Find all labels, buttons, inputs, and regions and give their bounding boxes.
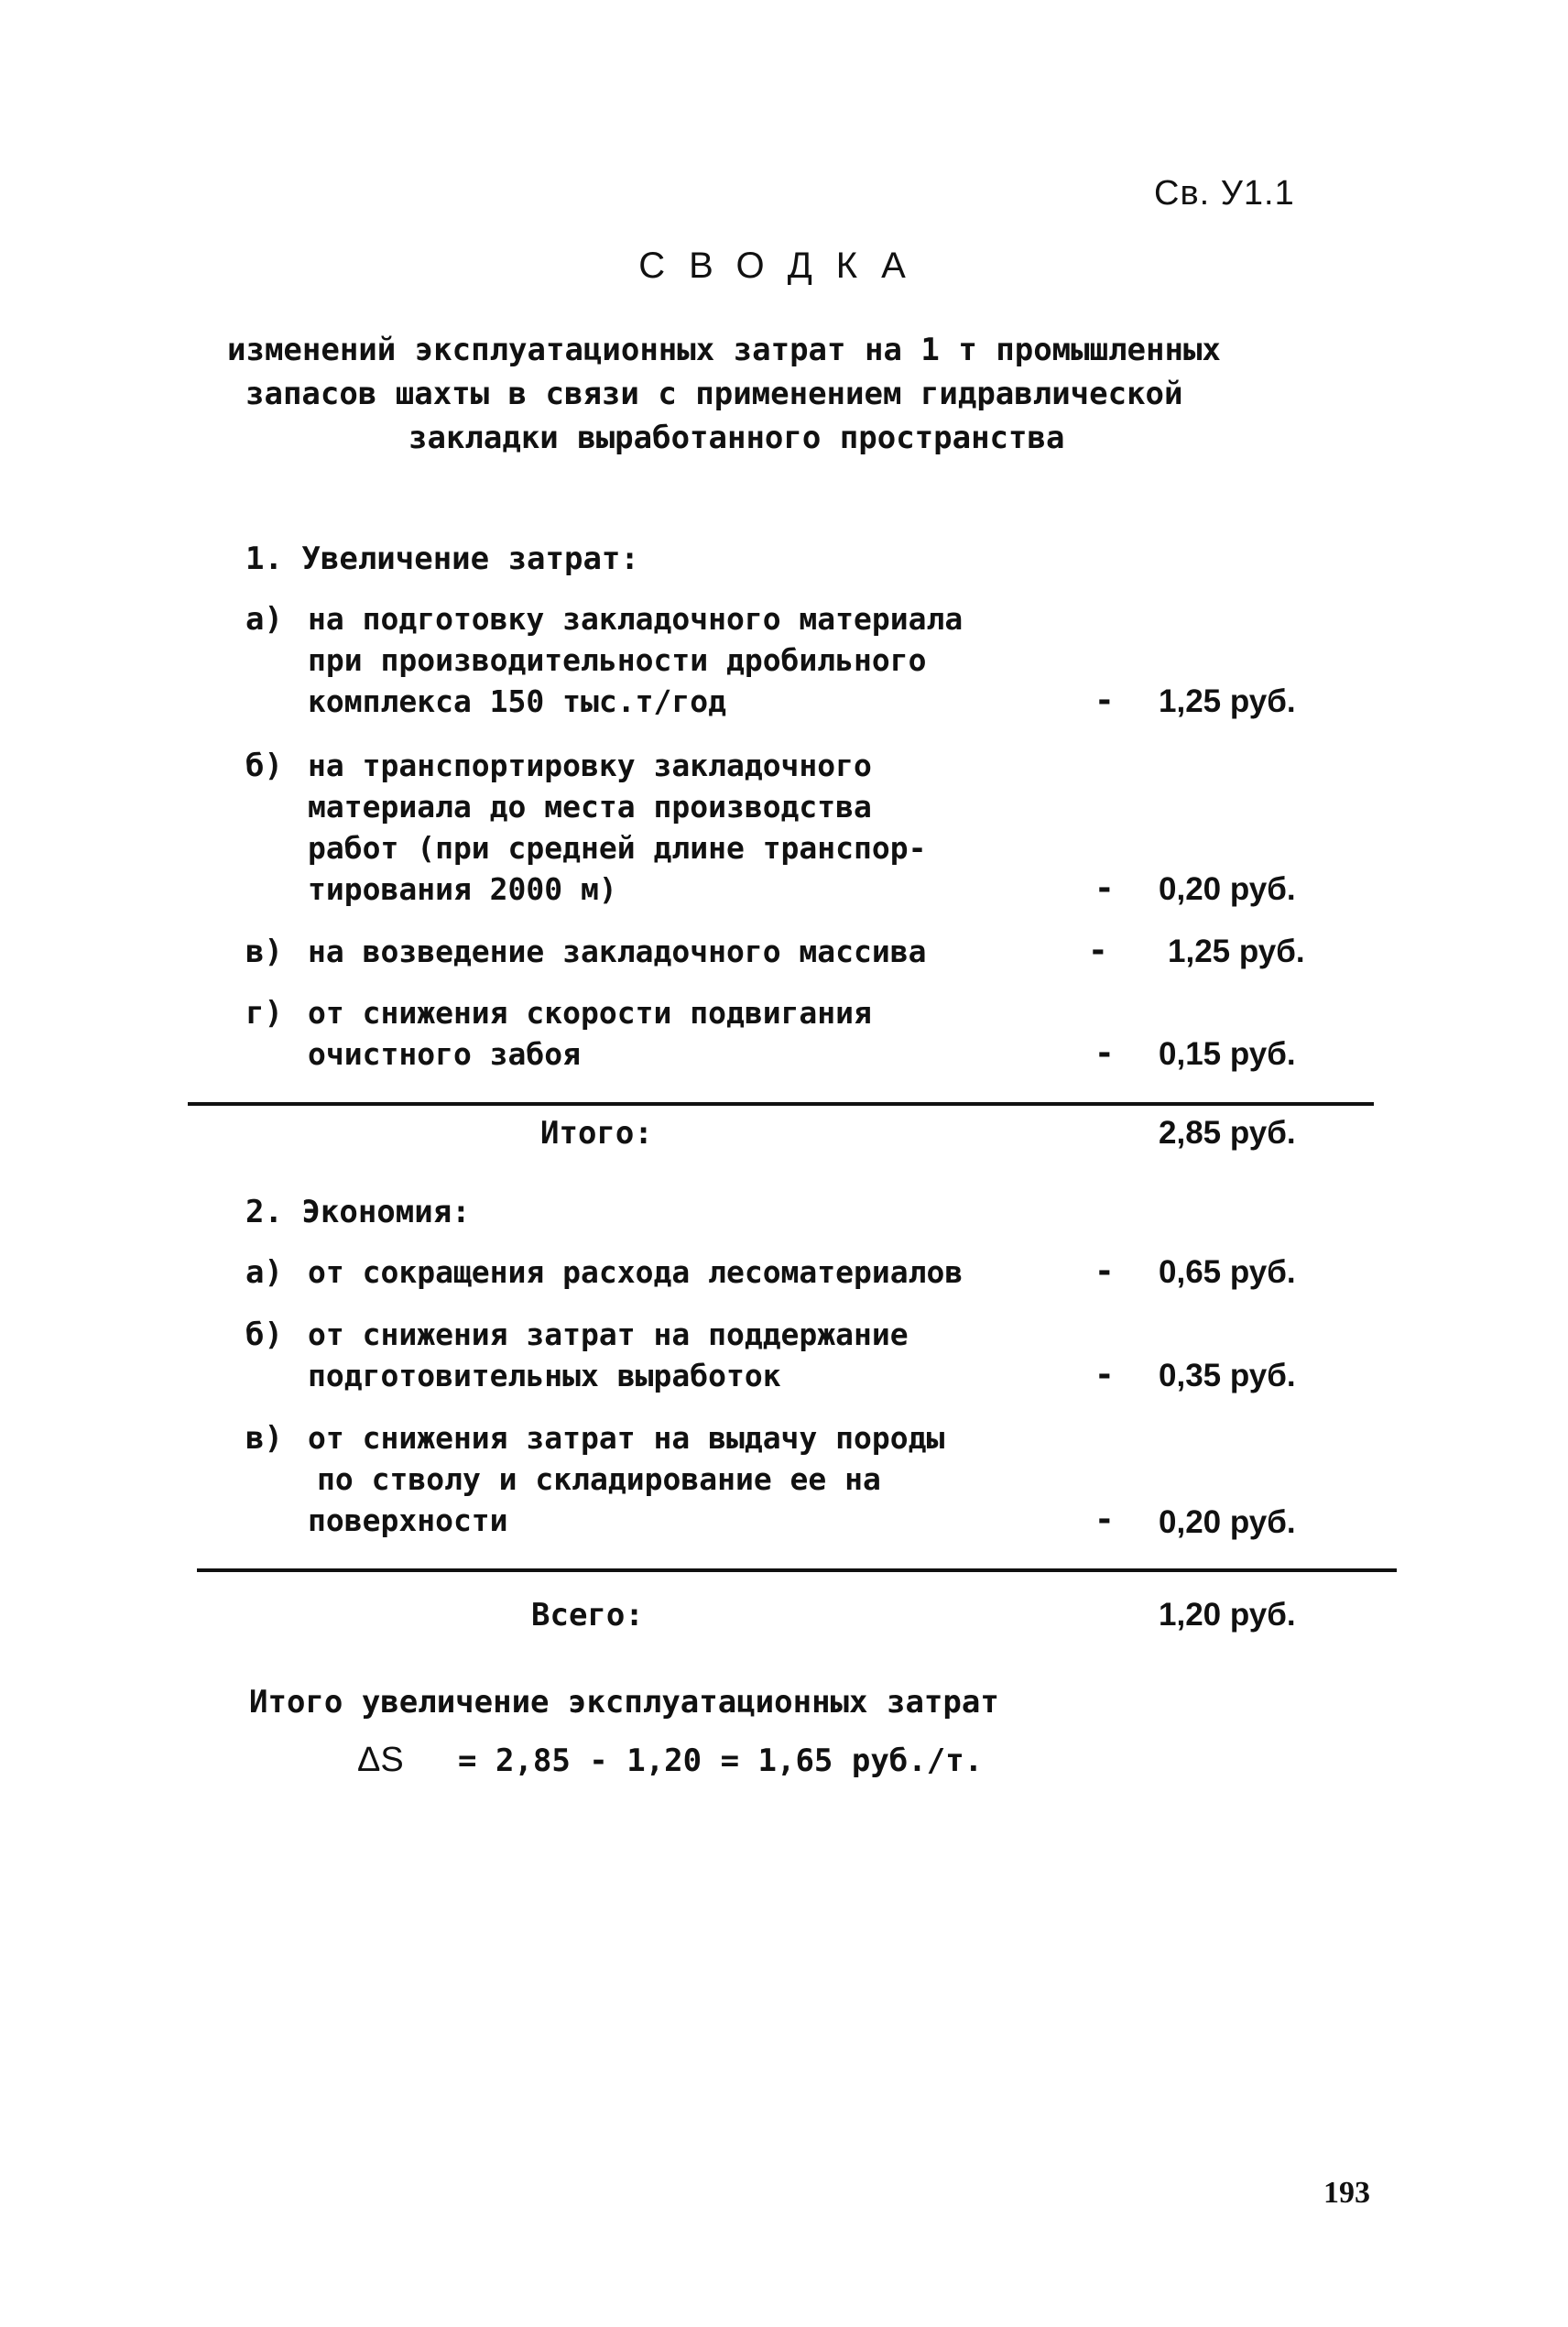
item-text-line: работ (при средней длине транспор- [308, 830, 927, 866]
item-value: 1,25 руб. [1159, 683, 1296, 719]
item-text-line: на транспортировку закладочного [308, 748, 872, 783]
item-mark: в) [245, 934, 283, 970]
item-text-line: от снижения скорости подвигания [308, 995, 872, 1031]
document-title: СВОДКА [638, 246, 930, 286]
item-text-line: материала до места производства [308, 789, 872, 825]
item-text-line: тирования 2000 м) [308, 871, 617, 907]
item-dash: - [1094, 682, 1115, 719]
item-text-line: на возведение закладочного массива [308, 934, 927, 969]
conclusion-text: Итого увеличение эксплуатационных затрат [249, 1684, 999, 1721]
item-text-line: от снижения затрат на поддержание [308, 1316, 909, 1352]
item-mark: а) [245, 1254, 283, 1291]
section2-total-value: 1,20 руб. [1159, 1597, 1296, 1633]
item-text-line: очистного забоя [308, 1036, 582, 1072]
item-text-line: от снижения затрат на выдачу породы [308, 1420, 945, 1456]
conclusion-formula: = 2,85 - 1,20 = 1,65 руб./т. [458, 1743, 984, 1779]
item-mark: б) [245, 1316, 283, 1353]
delta-s-symbol: ΔS [357, 1741, 404, 1779]
item-mark: г) [245, 995, 283, 1032]
divider-rule [197, 1568, 1397, 1572]
item-mark: в) [245, 1420, 283, 1457]
document-code: Св. У1.1 [1154, 174, 1295, 213]
item-value: 0,15 руб. [1159, 1036, 1296, 1072]
item-value: 0,65 руб. [1159, 1254, 1296, 1290]
section1-heading: 1. Увеличение затрат: [245, 541, 639, 577]
section1-total-label: Итого: [540, 1115, 653, 1152]
item-dash: - [1088, 932, 1108, 969]
section1-total-value: 2,85 руб. [1159, 1115, 1296, 1151]
item-dash: - [1094, 1356, 1115, 1393]
item-text-line: по стволу и складирование ее на [317, 1461, 881, 1497]
subtitle-line-2: запасов шахты в связи с применением гидравлической [245, 376, 1183, 412]
item-mark: а) [245, 601, 283, 638]
item-text-line: при производительности дробильного [308, 642, 927, 678]
item-text-line: подготовительных выработок [308, 1358, 781, 1393]
subtitle-line-3: закладки выработанного пространства [408, 420, 1065, 456]
item-value: 0,20 руб. [1159, 1504, 1296, 1540]
item-text-line: комплекса 150 тыс.т/год [308, 683, 726, 719]
page-number: 193 [1323, 2176, 1370, 2210]
item-text-line: поверхности [308, 1502, 508, 1538]
section2-total-label: Всего: [531, 1597, 644, 1633]
item-value: 1,25 руб. [1168, 934, 1305, 969]
item-text-line: на подготовку закладочного материала [308, 601, 964, 637]
item-dash: - [1094, 1501, 1115, 1538]
section2-heading: 2. Экономия: [245, 1194, 471, 1230]
item-value: 0,20 руб. [1159, 871, 1296, 907]
subtitle-line-1: изменений эксплуатационных затрат на 1 т промышленных [227, 332, 1221, 368]
item-dash: - [1094, 1252, 1115, 1290]
item-dash: - [1094, 1034, 1115, 1072]
item-dash: - [1094, 869, 1115, 907]
divider-rule [188, 1102, 1374, 1106]
item-mark: б) [245, 748, 283, 784]
item-text-line: от сокращения расхода лесоматериалов [308, 1254, 964, 1290]
item-value: 0,35 руб. [1159, 1358, 1296, 1393]
